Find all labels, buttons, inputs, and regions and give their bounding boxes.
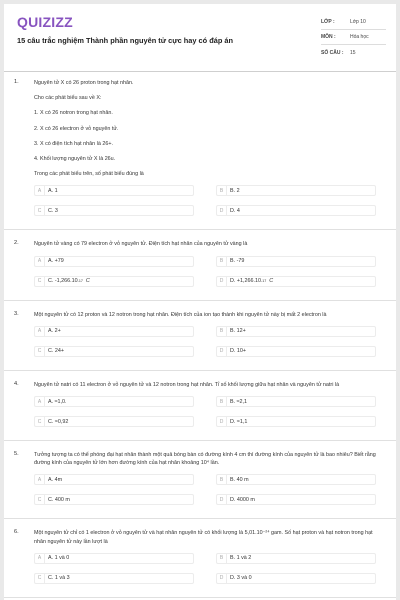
answer-option-a[interactable]: [34, 185, 194, 196]
option-label: A. 2+: [48, 328, 61, 335]
option-label: C. 24+: [48, 348, 65, 355]
answer-option-d[interactable]: [216, 494, 376, 505]
answer-option-a[interactable]: [34, 474, 194, 485]
option-label: D. 4: [230, 207, 240, 214]
meta-key: LỚP :: [321, 19, 335, 25]
question-text: [34, 311, 386, 319]
option-letter: B: [217, 554, 227, 563]
option-label: B. 40 m: [230, 476, 249, 483]
option-label: B. 1 và 2: [230, 555, 252, 562]
option-label: C. 3: [48, 207, 58, 214]
question-item: [4, 451, 396, 519]
page-title: 15 câu trắc nghiệm Thành phần nguyên tử cực hay có đáp án: [17, 36, 234, 45]
answer-option-a[interactable]: [34, 553, 194, 564]
answer-options: [34, 185, 396, 221]
question-line: 2. X có 26 electron ở vỏ nguyên tử.: [34, 125, 119, 132]
meta-key: SỐ CÂU :: [321, 49, 344, 56]
question-line: Nguyên tử X có 26 proton trong hạt nhân.: [34, 80, 134, 86]
question-item: [4, 311, 396, 371]
quiz-page: [4, 4, 396, 600]
option-label: A. 1 và 0: [48, 555, 70, 562]
quizizz-logo: QUIZIZZ: [17, 14, 73, 30]
option-letter: B: [217, 186, 227, 195]
answer-option-b[interactable]: [216, 553, 376, 564]
option-letter: D: [217, 277, 227, 286]
question-line: Nguyên tử vàng có 79 electron ở vỏ nguyên tử. Điện tích hạt nhân của nguyên tử vàng là: [34, 241, 248, 248]
option-label: A. 1: [48, 187, 58, 194]
answer-option-b[interactable]: [216, 326, 376, 337]
answer-option-c[interactable]: [34, 205, 194, 216]
question-line: Tưởng tượng ta có thể phóng đại hạt nhân thành một quả bóng bàn có đường kính 4 cm thì đường kính của nguyên tử là bao nhiêu? Biết rằng đường kính của nguyên tử lớn hơn đường kính của hạt nhân khoảng 10⁴ lần.: [34, 452, 376, 467]
header-divider: [4, 71, 396, 72]
question-text: [34, 240, 386, 248]
question-number: 2.: [14, 240, 19, 247]
option-letter: B: [217, 257, 227, 266]
option-label: D. 3 và 0: [230, 575, 252, 582]
answer-option-a[interactable]: [34, 256, 194, 267]
answer-option-c[interactable]: [34, 494, 194, 505]
answer-option-c[interactable]: [34, 416, 194, 427]
option-letter: C: [35, 206, 45, 215]
option-letter: A: [35, 186, 45, 195]
option-unit: C: [85, 278, 90, 285]
option-unit: C: [269, 278, 274, 285]
meta-key: MÔN :: [321, 34, 336, 40]
option-label: B. 12+: [230, 328, 246, 335]
question-line: 1. X có 26 notron trong hạt nhân.: [34, 110, 113, 117]
option-letter: B: [217, 475, 227, 484]
option-label: C. -1,266.10: [48, 278, 78, 285]
question-line: 3. X có điện tích hạt nhân là 26+.: [34, 140, 113, 147]
option-letter: B: [217, 397, 227, 406]
answer-options: [34, 326, 396, 362]
answer-option-a[interactable]: [34, 326, 194, 337]
answer-option-b[interactable]: [216, 256, 376, 267]
question-text: [34, 79, 386, 178]
option-letter: A: [35, 397, 45, 406]
answer-options: [34, 474, 396, 510]
question-line: Nguyên tử natri có 11 electron ở vỏ nguyên tử và 12 notron trong hạt nhân. Tỉ số khối lượng giữa hạt nhân và nguyên tử natri là: [34, 381, 340, 388]
option-letter: C: [35, 574, 45, 583]
question-line: Cho các phát biểu sau về X:: [34, 95, 102, 102]
option-label: D. ≈1,1: [230, 418, 248, 425]
option-label: D. +1,266.10: [230, 278, 262, 285]
option-label: C. ≈0,92: [48, 418, 69, 425]
option-letter: D: [217, 495, 227, 504]
question-number: 5.: [14, 451, 19, 458]
answer-options: [34, 396, 396, 432]
option-letter: D: [217, 347, 227, 356]
question-item: [4, 381, 396, 441]
meta-value: Lớp 10: [350, 19, 366, 25]
option-letter: C: [35, 495, 45, 504]
question-text: [34, 381, 386, 389]
option-label: A. 4m: [48, 476, 63, 483]
answer-option-c[interactable]: [34, 276, 194, 287]
option-exponent: -17: [77, 279, 83, 284]
answer-option-d[interactable]: [216, 276, 376, 287]
option-letter: A: [35, 327, 45, 336]
answer-options: [34, 256, 396, 292]
option-label: C. 1 và 3: [48, 575, 70, 582]
question-number: 3.: [14, 310, 19, 317]
answer-option-d[interactable]: [216, 416, 376, 427]
option-letter: D: [217, 417, 227, 426]
option-label: B. 2: [230, 187, 240, 194]
option-letter: D: [217, 206, 227, 215]
answer-option-d[interactable]: [216, 205, 376, 216]
question-item: [4, 79, 396, 230]
option-letter: A: [35, 554, 45, 563]
question-list: [4, 79, 396, 600]
question-text: [34, 529, 386, 545]
option-letter: B: [217, 327, 227, 336]
question-line: Trong các phát biểu trên, số phát biểu đúng là: [34, 171, 144, 178]
question-number: 1.: [14, 79, 19, 85]
option-letter: D: [217, 574, 227, 583]
question-number: 4.: [14, 380, 19, 387]
meta-row-class: [321, 15, 386, 30]
question-line: Một nguyên tử có 12 proton và 12 notron trong hạt nhân. Điện tích của ion tạo thành khi nguyên tử này bị mất 2 electron là: [34, 311, 327, 318]
answer-option-a[interactable]: [34, 396, 194, 407]
answer-option-b[interactable]: [216, 396, 376, 407]
option-label: A. +79: [48, 258, 64, 265]
quiz-header: [4, 4, 396, 70]
question-line: Một nguyên tử chỉ có 1 electron ở vỏ nguyên tử và hạt nhân nguyên tử có khối lượng là 5,01.10⁻²⁴ gam. Số hạt proton và hạt notron trong hạt nhân nguyên tử này lần lượt là: [34, 530, 373, 545]
answer-option-c[interactable]: [34, 573, 194, 584]
answer-option-d[interactable]: [216, 573, 376, 584]
option-exponent: -17: [261, 279, 267, 284]
option-label: A. ≈1,0.: [48, 398, 67, 405]
answer-option-c[interactable]: [34, 346, 194, 357]
option-letter: C: [35, 277, 45, 286]
option-letter: C: [35, 417, 45, 426]
meta-row-count: [321, 45, 386, 60]
question-text: [34, 451, 386, 467]
meta-value: 15: [350, 49, 356, 56]
meta-table: [321, 15, 386, 60]
option-letter: A: [35, 257, 45, 266]
option-letter: C: [35, 347, 45, 356]
answer-option-d[interactable]: [216, 346, 376, 357]
answer-options: [34, 553, 396, 589]
option-letter: A: [35, 475, 45, 484]
answer-option-b[interactable]: [216, 474, 376, 485]
option-label: B. ≈2,1: [230, 398, 248, 405]
question-item: [4, 529, 396, 597]
option-label: C. 400 m: [48, 496, 70, 503]
option-label: D. 10+: [230, 348, 247, 355]
meta-row-subject: [321, 30, 386, 45]
question-number: 6.: [14, 529, 19, 536]
question-line: 4. Khối lượng nguyên tử X là 26u.: [34, 156, 116, 163]
option-label: B. -79: [230, 258, 245, 265]
answer-option-b[interactable]: [216, 185, 376, 196]
option-label: D. 4000 m: [230, 496, 255, 503]
meta-value: Hóa học: [350, 34, 369, 40]
question-item: [4, 240, 396, 300]
